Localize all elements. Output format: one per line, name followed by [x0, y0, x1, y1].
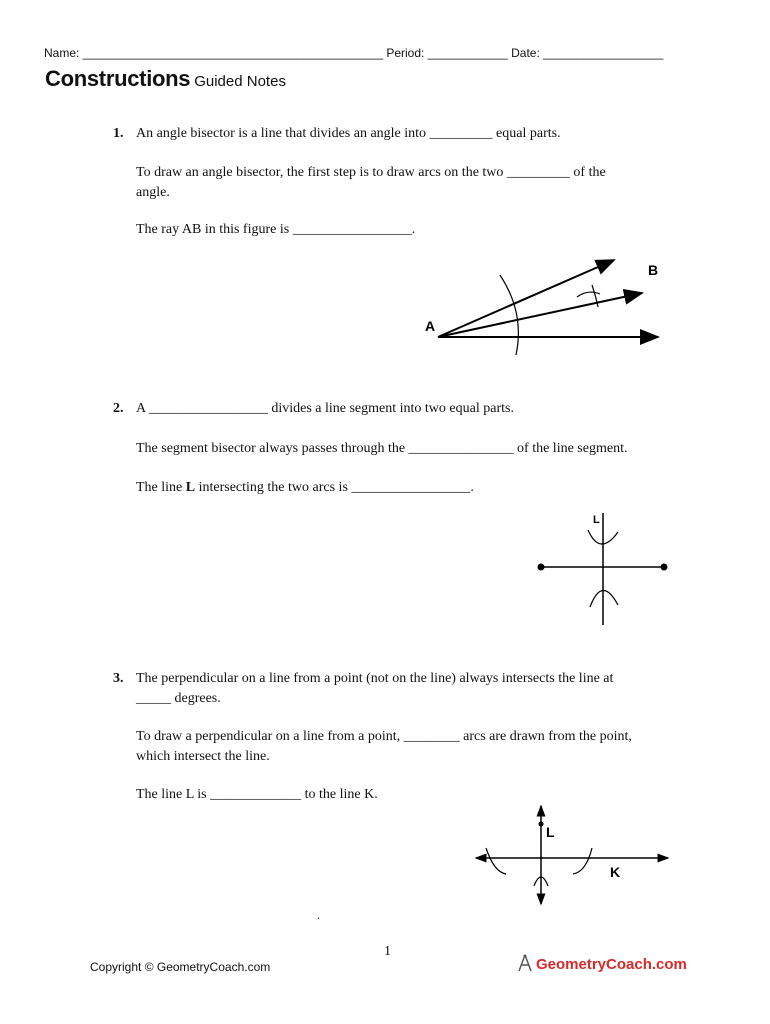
left-arc	[486, 848, 506, 874]
right-arc	[573, 848, 592, 874]
q2-line-3-b: intersecting the two arcs is _________________.	[195, 480, 474, 495]
title-sub: Guided Notes	[194, 73, 286, 90]
perpendicular-figure	[468, 800, 678, 910]
stray-dot: .	[317, 908, 320, 922]
vertex-arc	[500, 275, 518, 355]
angle-top-ray	[438, 260, 614, 337]
question-2-number: 2.	[113, 401, 124, 416]
student-info-line: Name: _____________________________________________ Period: ____________ Date: __________________	[44, 46, 664, 60]
q1-line-3: angle.	[136, 185, 170, 200]
segment-endpoint-right	[661, 564, 668, 571]
angle-bisector-figure	[420, 245, 680, 360]
question-3-number: 3.	[113, 671, 124, 686]
label-k: K	[610, 864, 621, 880]
label-b: B	[648, 262, 659, 278]
q1-line-2: To draw an angle bisector, the first step is to draw arcs on the two _________ of the	[136, 165, 606, 180]
q2-line-3-a: The line	[136, 480, 186, 495]
segment-bisector-figure	[530, 505, 680, 630]
segment-endpoint-left	[538, 564, 545, 571]
q3-line-1: The perpendicular on a line from a point (not on the line) always intersects the line at	[136, 671, 614, 686]
page-number: 1	[384, 944, 391, 959]
copyright-text: Copyright © GeometryCoach.com	[90, 960, 271, 974]
q2-line-1: A _________________ divides a line segment into two equal parts.	[136, 401, 514, 416]
compass-icon	[516, 954, 534, 972]
q3-line-2: _____ degrees.	[136, 691, 221, 706]
q2-line-3-l: L	[185, 480, 196, 495]
page-title	[45, 66, 286, 92]
given-point	[539, 822, 544, 827]
q3-line-4: which intersect the line.	[136, 749, 270, 764]
question-1-number: 1.	[113, 126, 124, 141]
brand-logo	[516, 954, 687, 973]
q3-line-3: To draw a perpendicular on a line from a point, ________ arcs are drawn from the point,	[136, 729, 632, 744]
title-main: Constructions	[45, 66, 191, 91]
brand-name: GeometryCoach.com	[536, 956, 687, 973]
label-l: L	[593, 514, 600, 526]
label-a: A	[425, 318, 436, 334]
label-l: L	[546, 824, 555, 840]
q1-line-4: The ray AB in this figure is _________________.	[136, 222, 416, 237]
lower-arcs	[590, 590, 618, 607]
q3-line-5: The line L is _____________ to the line K.	[136, 787, 378, 802]
q2-line-2: The segment bisector always passes through the _______________ of the line segment.	[136, 441, 628, 456]
q2-line-3	[136, 478, 474, 498]
bisector-ray-ab	[438, 293, 642, 337]
q1-line-1: An angle bisector is a line that divides an angle into _________ equal parts.	[136, 126, 561, 141]
